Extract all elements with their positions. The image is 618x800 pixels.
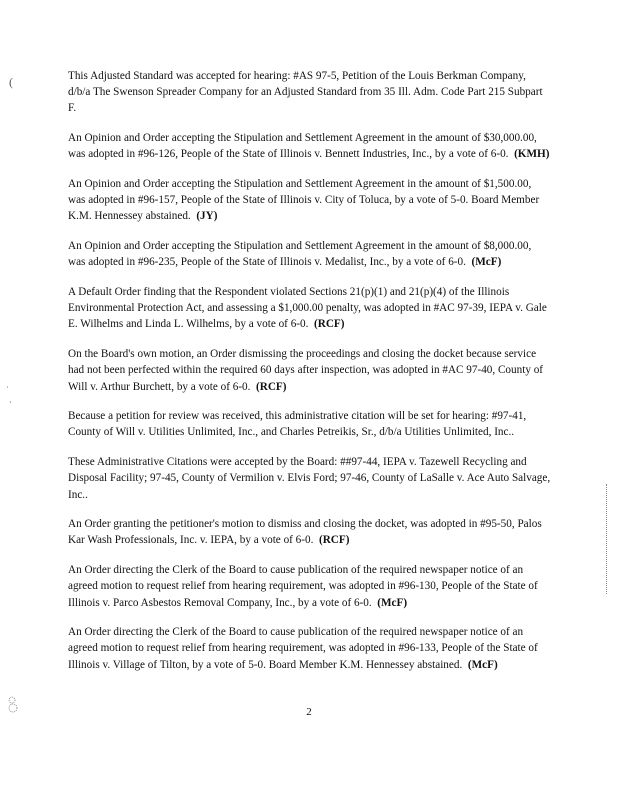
- staff-initials: (McF): [377, 596, 408, 609]
- paragraph-text: A Default Order finding that the Respondent violated Sections 21(p)(1) and 21(p)(4) of the Illinois Environmental Protection Act, and assessing a $1,000.00 penalty, was adopted in #AC 97-39, IEPA v. Gale E. Wilhelms and Linda L. Wilhelms, by a vote of 6-0.: [68, 286, 547, 331]
- paragraph-text: This Adjusted Standard was accepted for hearing: #AS 97-5, Petition of the Louis Berkman Company, d/b/a The Swenson Spreader Company for an Adjusted Standard from 35 Ill. Adm. Code Part 215 Subpart F.: [68, 70, 543, 115]
- margin-mark-mid-2: `: [9, 400, 12, 410]
- paragraph-6: [68, 346, 551, 395]
- paragraph-4: [68, 238, 551, 270]
- paragraph-10: [68, 562, 551, 611]
- staff-initials: (McF): [467, 658, 498, 671]
- paragraph-7: [68, 408, 551, 440]
- paragraph-text: These Administrative Citations were accepted by the Board: ##97-44, IEPA v. Tazewell Recycling and Disposal Facility; 97-45, County of Vermilion v. Elvis Ford; 97-46, County of LaSalle v. Ace Auto Salvage, Inc..: [68, 456, 551, 501]
- staff-initials: (RCF): [318, 534, 350, 547]
- paragraph-9: [68, 516, 551, 548]
- staff-initials: (RCF): [314, 318, 345, 331]
- staff-initials: (McF): [471, 256, 502, 269]
- paragraph-11: [68, 624, 551, 673]
- document-body: [68, 68, 551, 686]
- paragraph-8: [68, 454, 551, 503]
- paragraph-text: Because a petition for review was received, this administrative citation will be set for hearing: #97-41, County of Will v. Utilities Unlimited, Inc., and Charles Petreikis, Sr., d/b/a Utilities Unlimited, Inc..: [68, 410, 527, 439]
- paragraph-text: An Opinion and Order accepting the Stipulation and Settlement Agreement in the amount of $30,000.00, was adopted in #96-126, People of the State of Illinois v. Bennett Industries, Inc., by a vote of 6-0.: [68, 132, 537, 161]
- staff-initials: (KMH): [514, 148, 550, 161]
- paragraph-1: [68, 68, 551, 117]
- staff-initials: (JY): [196, 210, 218, 223]
- margin-mark-mid: ˙: [6, 385, 9, 395]
- paragraph-2: [68, 130, 551, 162]
- paragraph-text: An Opinion and Order accepting the Stipulation and Settlement Agreement in the amount of $1,500.00, was adopted in #96-157, People of the State of Illinois v. City of Toluca, by a vote of 5-0. Board Member K.M. Hennessey abstained.: [68, 178, 540, 223]
- paragraph-text: An Order granting the petitioner's motion to dismiss and closing the docket, was adopted in #95-50, Palos Kar Wash Professionals, Inc. v. IEPA, by a vote of 6-0.: [68, 518, 542, 547]
- paragraph-text: On the Board's own motion, an Order dismissing the proceedings and closing the docket because service had not been perfected within the required 60 days after inspection, was adopted in #AC 97-40, County of Will v. Arthur Burchett, by a vote of 6-0.: [68, 348, 544, 393]
- paragraph-text: An Opinion and Order accepting the Stipulation and Settlement Agreement in the amount of $8,000.00, was adopted in #96-235, People of the State of Illinois v. Medalist, Inc., by a vote of 6-0.: [68, 240, 532, 269]
- scan-edge-artifact: [606, 484, 609, 594]
- margin-mark-top: (: [9, 75, 13, 89]
- paragraph-text: An Order directing the Clerk of the Board to cause publication of the required newspaper notice of an agreed motion to request relief from hearing requirement, was adopted in #96-130, People of the State of Illinois v. Parco Asbestos Removal Company, Inc., by a vote of 6-0.: [68, 564, 538, 609]
- staff-initials: (RCF): [256, 380, 287, 393]
- page-number: 2: [306, 706, 312, 718]
- paragraph-text: An Order directing the Clerk of the Board to cause publication of the required newspaper notice of an agreed motion to request relief from hearing requirement, was adopted in #96-133, People of the State of Illinois v. Village of Tilton, by a vote of 5-0. Board Member K.M. Hennessey abstained.: [68, 626, 538, 671]
- paragraph-3: [68, 176, 551, 225]
- paragraph-5: [68, 284, 551, 333]
